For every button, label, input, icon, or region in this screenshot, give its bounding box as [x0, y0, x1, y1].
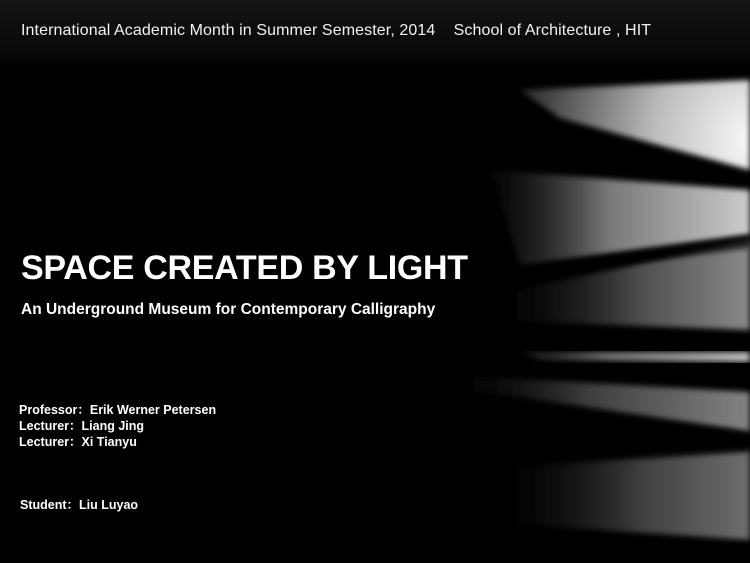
slide-subtitle: An Underground Museum for Contemporary Calligraphy [21, 301, 436, 318]
credit-professor: Professor：Erik Werner Petersen [19, 403, 217, 417]
credit-lecturer-2: Lecturer：Xi Tianyu [19, 435, 137, 449]
credits-list [19, 402, 216, 450]
header-text: International Academic Month in Summer Semester, 2014 School of Architecture , HIT [21, 22, 652, 39]
slide-title: SPACE CREATED BY LIGHT [21, 249, 468, 287]
credit-lecturer-1: Lecturer：Liang Jing [19, 419, 145, 433]
credit-student: Student：Liu Luyao [20, 498, 139, 512]
